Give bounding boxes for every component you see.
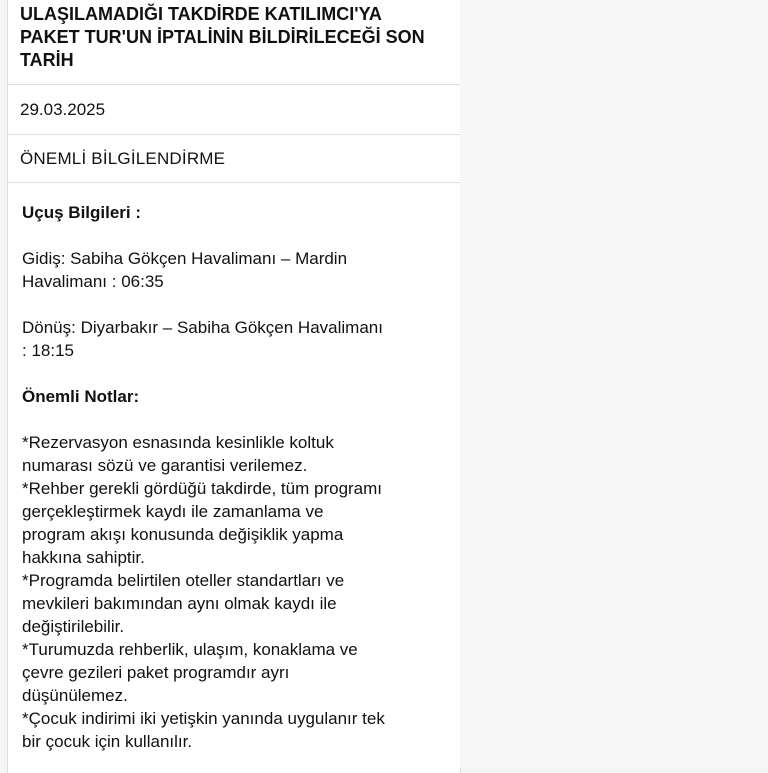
blank-background <box>460 0 768 768</box>
outbound-flight-line: Havalimanı : 06:35 <box>22 272 164 291</box>
title-line: ULAŞILAMADIĞI TAKDİRDE KATILIMCI'YA <box>20 4 382 24</box>
note-line: hakkına sahiptir. <box>22 548 145 567</box>
title-line: TARİH <box>20 50 74 70</box>
tour-info-card <box>7 0 461 773</box>
outbound-flight-line: Gidiş: Sabiha Gökçen Havalimanı – Mardin <box>22 249 348 268</box>
deadline-date: 29.03.2025 <box>8 85 460 135</box>
note-line: mevkileri bakımından aynı olmak kaydı ile <box>22 594 337 613</box>
note-line: program akışı konusunda değişiklik yapma <box>22 525 344 544</box>
important-notes-heading: Önemli Notlar: <box>22 387 140 406</box>
flight-info-heading: Uçuş Bilgileri : <box>22 203 142 222</box>
note-line: *Çocuk indirimi iki yetişkin yanında uygulanır tek <box>22 709 385 728</box>
important-info-content <box>8 183 460 773</box>
note-line: *Programda belirtilen oteller standartları ve <box>22 571 345 590</box>
return-flight-line: : 18:15 <box>22 341 74 360</box>
note-line: düşünülemez. <box>22 686 128 705</box>
note-line: numarası sözü ve garantisi verilemez. <box>22 456 308 475</box>
note-line: bir çocuk için kullanılır. <box>22 732 193 751</box>
cancellation-deadline-title <box>8 0 460 85</box>
return-flight-line: Dönüş: Diyarbakır – Sabiha Gökçen Havalimanı <box>22 318 383 337</box>
note-line: *Turumuzda rehberlik, ulaşım, konaklama ve <box>22 640 358 659</box>
note-line: değiştirilebilir. <box>22 617 125 636</box>
note-line: çevre gezileri paket programdır ayrı <box>22 663 290 682</box>
note-line: gerçekleştirmek kaydı ile zamanlama ve <box>22 502 324 521</box>
note-line: *Rehber gerekli gördüğü takdirde, tüm programı <box>22 479 383 498</box>
title-line: PAKET TUR'UN İPTALİNİN BİLDİRİLECEĞİ SON <box>20 27 425 47</box>
note-line: *Rezervasyon esnasında kesinlikle koltuk <box>22 433 334 452</box>
important-info-heading: ÖNEMLİ BİLGİLENDİRME <box>8 135 460 183</box>
